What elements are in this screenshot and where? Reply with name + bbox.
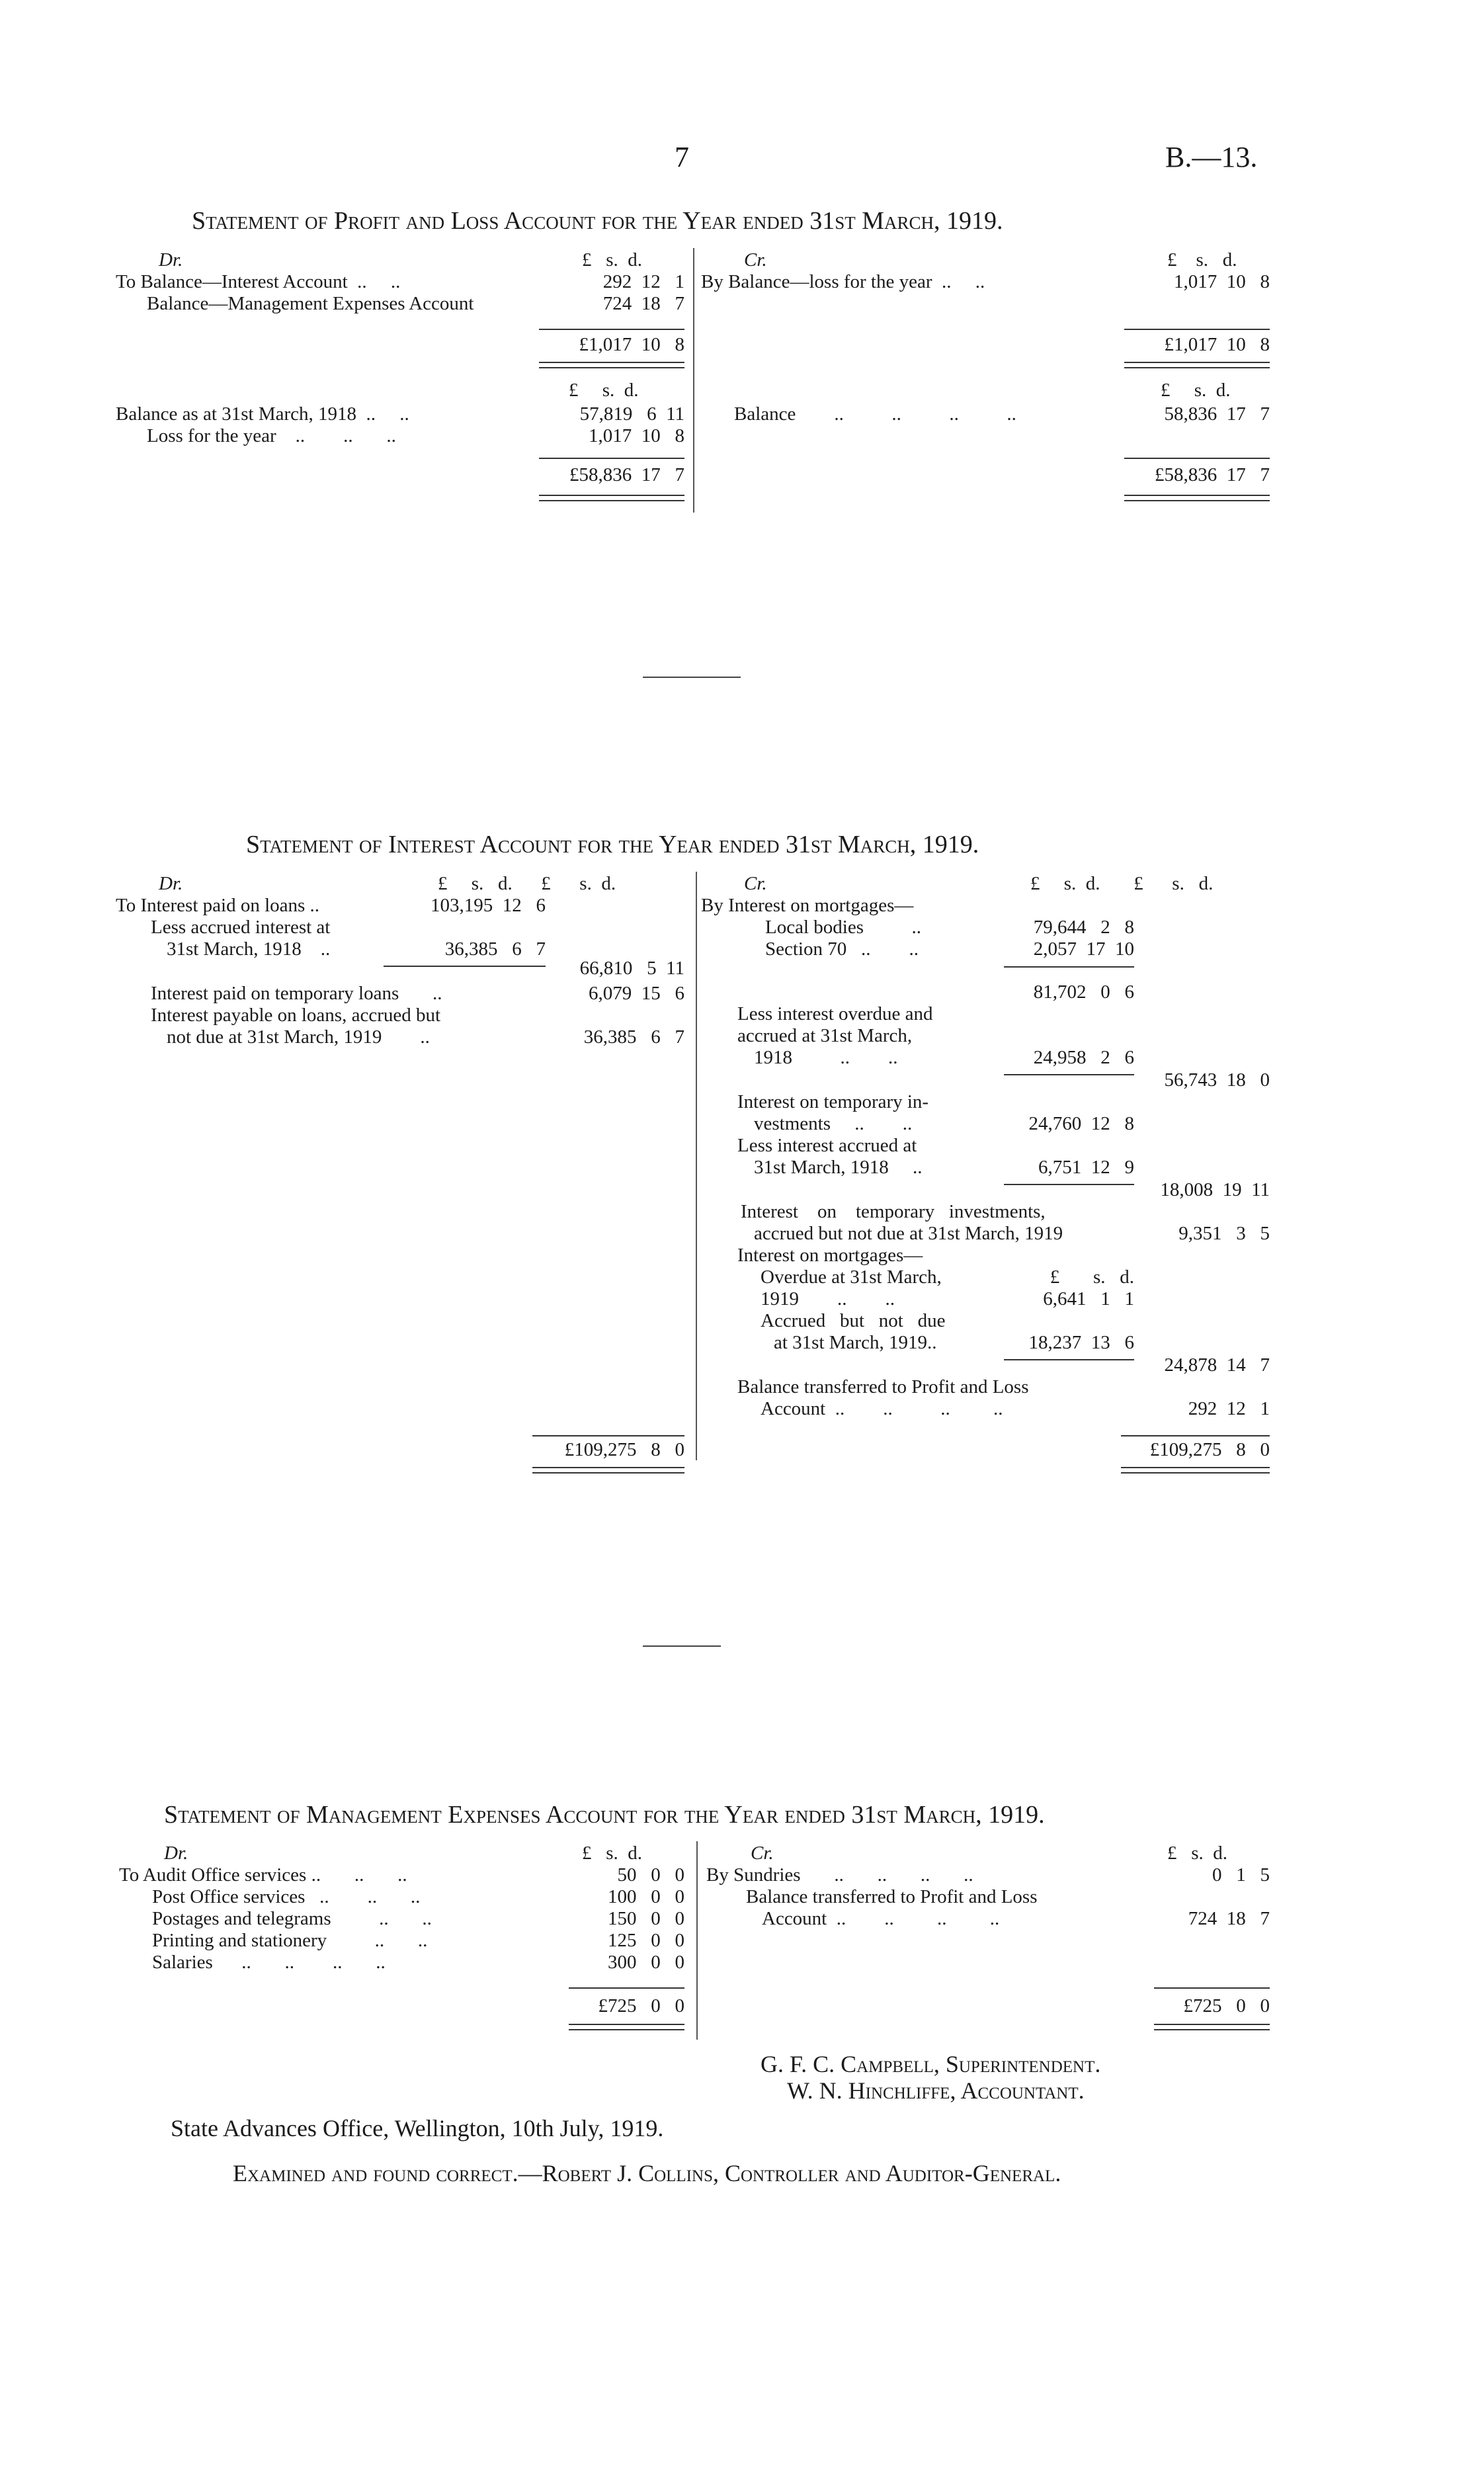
pl-currency-header-right-2: £ s. d. xyxy=(1161,380,1231,401)
ia-credit-row-22: Balance transferred to Profit and Loss xyxy=(737,1376,1029,1397)
ia-debit-row-5: Interest paid on temporary loans .. xyxy=(151,983,442,1004)
section-separator-1 xyxy=(643,677,741,678)
ia-credit-row-11: Less interest accrued at xyxy=(737,1135,917,1156)
me-right-total: £725 0 0 xyxy=(1183,1995,1270,2016)
me-credit-row-3: Account .. .. .. .. xyxy=(762,1908,1000,1929)
me-debit-amount-5: 300 0 0 xyxy=(608,1952,684,1973)
ia-debit-amount-1: 103,195 12 6 xyxy=(431,895,546,916)
pl-debit-row-4: Loss for the year .. .. .. xyxy=(147,425,396,446)
ia-credit-row-5: Less interest overdue and xyxy=(737,1003,933,1024)
pl-credit-amount-1: 1,017 10 8 xyxy=(1174,271,1270,292)
me-currency-header-right: £ s. d. xyxy=(1167,1843,1228,1864)
ia-left-total: £109,275 8 0 xyxy=(564,1439,684,1460)
me-right-total-double-rule xyxy=(1154,2024,1270,2030)
ia-credit-amount-20: 18,237 13 6 xyxy=(1028,1332,1134,1353)
ia-debit-row-1: To Interest paid on loans .. xyxy=(116,895,320,916)
pl-currency-header-left: £ s. d. xyxy=(582,249,643,270)
ia-debit-row-6: Interest payable on loans, accrued but xyxy=(151,1005,441,1026)
document-reference: B.—13. xyxy=(1165,141,1258,173)
ia-credit-subtotal-3: 24,878 14 7 xyxy=(1164,1354,1270,1376)
ia-credit-row-14: Interest on temporary investments, xyxy=(741,1201,1046,1222)
ia-credit-row-6: accrued at 31st March, xyxy=(737,1025,913,1046)
pl-left-total-1: £1,017 10 8 xyxy=(579,334,684,355)
me-left-total-double-rule xyxy=(569,2024,684,2030)
ia-credit-amount-2: 79,644 2 8 xyxy=(1033,917,1134,938)
ia-credit-row-9: Interest on temporary in- xyxy=(737,1091,929,1112)
pl-left-total-2: £58,836 17 7 xyxy=(569,464,684,485)
ia-column-divider xyxy=(696,872,697,1460)
ia-credit-amount-3: 2,057 17 10 xyxy=(1033,938,1134,960)
pl-debit-row-1: To Balance—Interest Account .. .. xyxy=(116,271,401,292)
pl-debit-amount-4: 1,017 10 8 xyxy=(589,425,684,446)
signature-superintendent: G. F. C. Campbell, Superintendent. xyxy=(761,2051,1101,2077)
ia-right-rule-1 xyxy=(1004,966,1134,968)
me-credit-row-1: By Sundries .. .. .. .. xyxy=(706,1864,973,1886)
me-debit-row-3: Postages and telegrams .. .. xyxy=(152,1908,432,1929)
section-separator-2 xyxy=(643,1645,721,1647)
pl-right-total-rule-2 xyxy=(1124,458,1270,459)
me-credit-amount-3: 724 18 7 xyxy=(1188,1908,1270,1929)
ia-credit-row-15: accrued but not due at 31st March, 1919 xyxy=(754,1223,1063,1244)
pl-right-total-1: £1,017 10 8 xyxy=(1164,334,1270,355)
me-debit-row-2: Post Office services .. .. .. xyxy=(152,1886,421,1907)
pl-credit-amount-2: 58,836 17 7 xyxy=(1164,403,1270,425)
pl-right-subtotal-rule xyxy=(1124,329,1270,330)
pl-currency-header-right: £ s. d. xyxy=(1167,249,1237,270)
me-left-total: £725 0 0 xyxy=(598,1995,684,2016)
pl-right-total-double-rule-2 xyxy=(1124,495,1270,501)
ia-right-total-double-rule xyxy=(1121,1467,1270,1474)
me-credit-row-2: Balance transferred to Profit and Loss xyxy=(746,1886,1038,1907)
me-currency-header-left: £ s. d. xyxy=(582,1843,643,1864)
ia-credit-row-10: vestments .. .. xyxy=(754,1113,913,1134)
me-right-total-rule xyxy=(1154,1987,1270,1989)
pl-debit-row-2: Balance—Management Expenses Account xyxy=(147,293,474,314)
pl-credit-row-2: Balance .. .. .. .. xyxy=(734,403,1016,425)
ia-left-total-double-rule xyxy=(532,1467,684,1474)
office-date-line: State Advances Office, Wellington, 10th July, 1919. xyxy=(171,2115,664,2141)
ia-credit-subtotal-2: 18,008 19 11 xyxy=(1160,1179,1270,1200)
ia-debit-row-7: not due at 31st March, 1919 .. xyxy=(167,1026,430,1048)
me-dr-label: Dr. xyxy=(164,1843,188,1864)
pl-left-total-double-rule xyxy=(539,362,684,368)
ia-debit-row-2: Less accrued interest at xyxy=(151,917,331,938)
me-column-divider xyxy=(696,1841,698,2040)
ia-credit-amount-10: 24,760 12 8 xyxy=(1028,1113,1134,1134)
ia-credit-amount-12: 6,751 12 9 xyxy=(1038,1157,1134,1178)
me-title: Statement of Management Expenses Account for the Year ended 31st March, 1919. xyxy=(164,1801,1045,1829)
ia-credit-amount-7: 24,958 2 6 xyxy=(1033,1047,1134,1068)
ia-credit-row-18: 1919 .. .. xyxy=(761,1288,895,1309)
pl-column-divider xyxy=(693,248,694,513)
ia-cr-label: Cr. xyxy=(744,873,767,894)
me-debit-amount-4: 125 0 0 xyxy=(608,1930,684,1951)
ia-credit-row-17: Overdue at 31st March, xyxy=(761,1267,942,1288)
me-debit-amount-2: 100 0 0 xyxy=(608,1886,684,1907)
pl-dr-label: Dr. xyxy=(159,249,183,270)
examined-line: Examined and found correct.—Robert J. Collins, Controller and Auditor-General. xyxy=(233,2160,1061,2186)
me-credit-amount-1: 0 1 5 xyxy=(1212,1864,1270,1886)
me-debit-row-5: Salaries .. .. .. .. xyxy=(152,1952,386,1973)
me-cr-label: Cr. xyxy=(751,1843,774,1864)
pl-debit-row-3: Balance as at 31st March, 1918 .. .. xyxy=(116,403,409,425)
pl-left-total-double-rule-2 xyxy=(539,495,684,501)
ia-debit-subtotal: 66,810 5 11 xyxy=(579,958,684,979)
ia-left-subtotal-rule xyxy=(384,966,546,967)
ia-credit-row-1: By Interest on mortgages— xyxy=(701,895,914,916)
pl-debit-amount-3: 57,819 6 11 xyxy=(579,403,684,425)
ia-credit-row-12: 31st March, 1918 .. xyxy=(754,1157,923,1178)
ia-debit-row-3: 31st March, 1918 .. xyxy=(167,938,331,960)
ia-credit-row-16: Interest on mortgages— xyxy=(737,1245,923,1266)
ia-credit-subtotal-1: 56,743 18 0 xyxy=(1164,1069,1270,1091)
ia-credit-amount-15: 9,351 3 5 xyxy=(1178,1223,1270,1244)
ia-credit-amount-4: 81,702 0 6 xyxy=(1033,981,1134,1003)
ia-credit-row-20: at 31st March, 1919.. xyxy=(774,1332,937,1353)
pl-debit-amount-1: 292 12 1 xyxy=(602,271,684,292)
pl-debit-amount-2: 724 18 7 xyxy=(602,293,684,314)
ia-credit-row-3: Section 70 .. .. xyxy=(765,938,919,960)
signature-accountant: W. N. Hinchliffe, Accountant. xyxy=(787,2077,1085,2104)
pl-left-subtotal-rule xyxy=(539,329,684,330)
ia-credit-amount-23: 292 12 1 xyxy=(1188,1398,1270,1419)
ia-right-total-rule xyxy=(1121,1435,1270,1436)
ia-credit-amount-18: 6,641 1 1 xyxy=(1043,1288,1134,1309)
page-number: 7 xyxy=(675,141,689,173)
pl-cr-label: Cr. xyxy=(744,249,767,270)
ia-dr-label: Dr. xyxy=(159,873,183,894)
pl-title: Statement of Profit and Loss Account for the Year ended 31st March, 1919. xyxy=(192,207,1003,235)
me-left-total-rule xyxy=(569,1987,684,1989)
ia-title: Statement of Interest Account for the Year ended 31st March, 1919. xyxy=(246,831,979,858)
ia-currency-header-left: £ s. d. £ s. d. xyxy=(438,873,616,894)
me-debit-amount-3: 150 0 0 xyxy=(608,1908,684,1929)
me-debit-row-1: To Audit Office services .. .. .. xyxy=(119,1864,407,1886)
ia-debit-amount-5: 6,079 15 6 xyxy=(589,983,684,1004)
pl-right-total-2: £58,836 17 7 xyxy=(1155,464,1270,485)
pl-left-total-rule-2 xyxy=(539,458,684,459)
ia-credit-row-23: Account .. .. .. .. xyxy=(761,1398,1003,1419)
ia-credit-row-7: 1918 .. .. xyxy=(754,1047,898,1068)
me-debit-amount-1: 50 0 0 xyxy=(617,1864,684,1886)
ia-credit-currency-header-inline: £ s. d. xyxy=(1050,1267,1134,1288)
ia-right-total: £109,275 8 0 xyxy=(1149,1439,1270,1460)
me-debit-row-4: Printing and stationery .. .. xyxy=(152,1930,428,1951)
ia-credit-row-19: Accrued but not due xyxy=(761,1310,946,1331)
ia-left-total-rule xyxy=(532,1435,684,1436)
pl-currency-header-left-2: £ s. d. xyxy=(569,380,639,401)
ia-credit-row-2: Local bodies .. xyxy=(765,917,921,938)
ia-debit-amount-7: 36,385 6 7 xyxy=(583,1026,684,1048)
ia-currency-header-right: £ s. d. £ s. d. xyxy=(1030,873,1214,894)
pl-credit-row-1: By Balance—loss for the year .. .. xyxy=(701,271,985,292)
pl-right-total-double-rule xyxy=(1124,362,1270,368)
ia-debit-amount-3: 36,385 6 7 xyxy=(444,938,546,960)
